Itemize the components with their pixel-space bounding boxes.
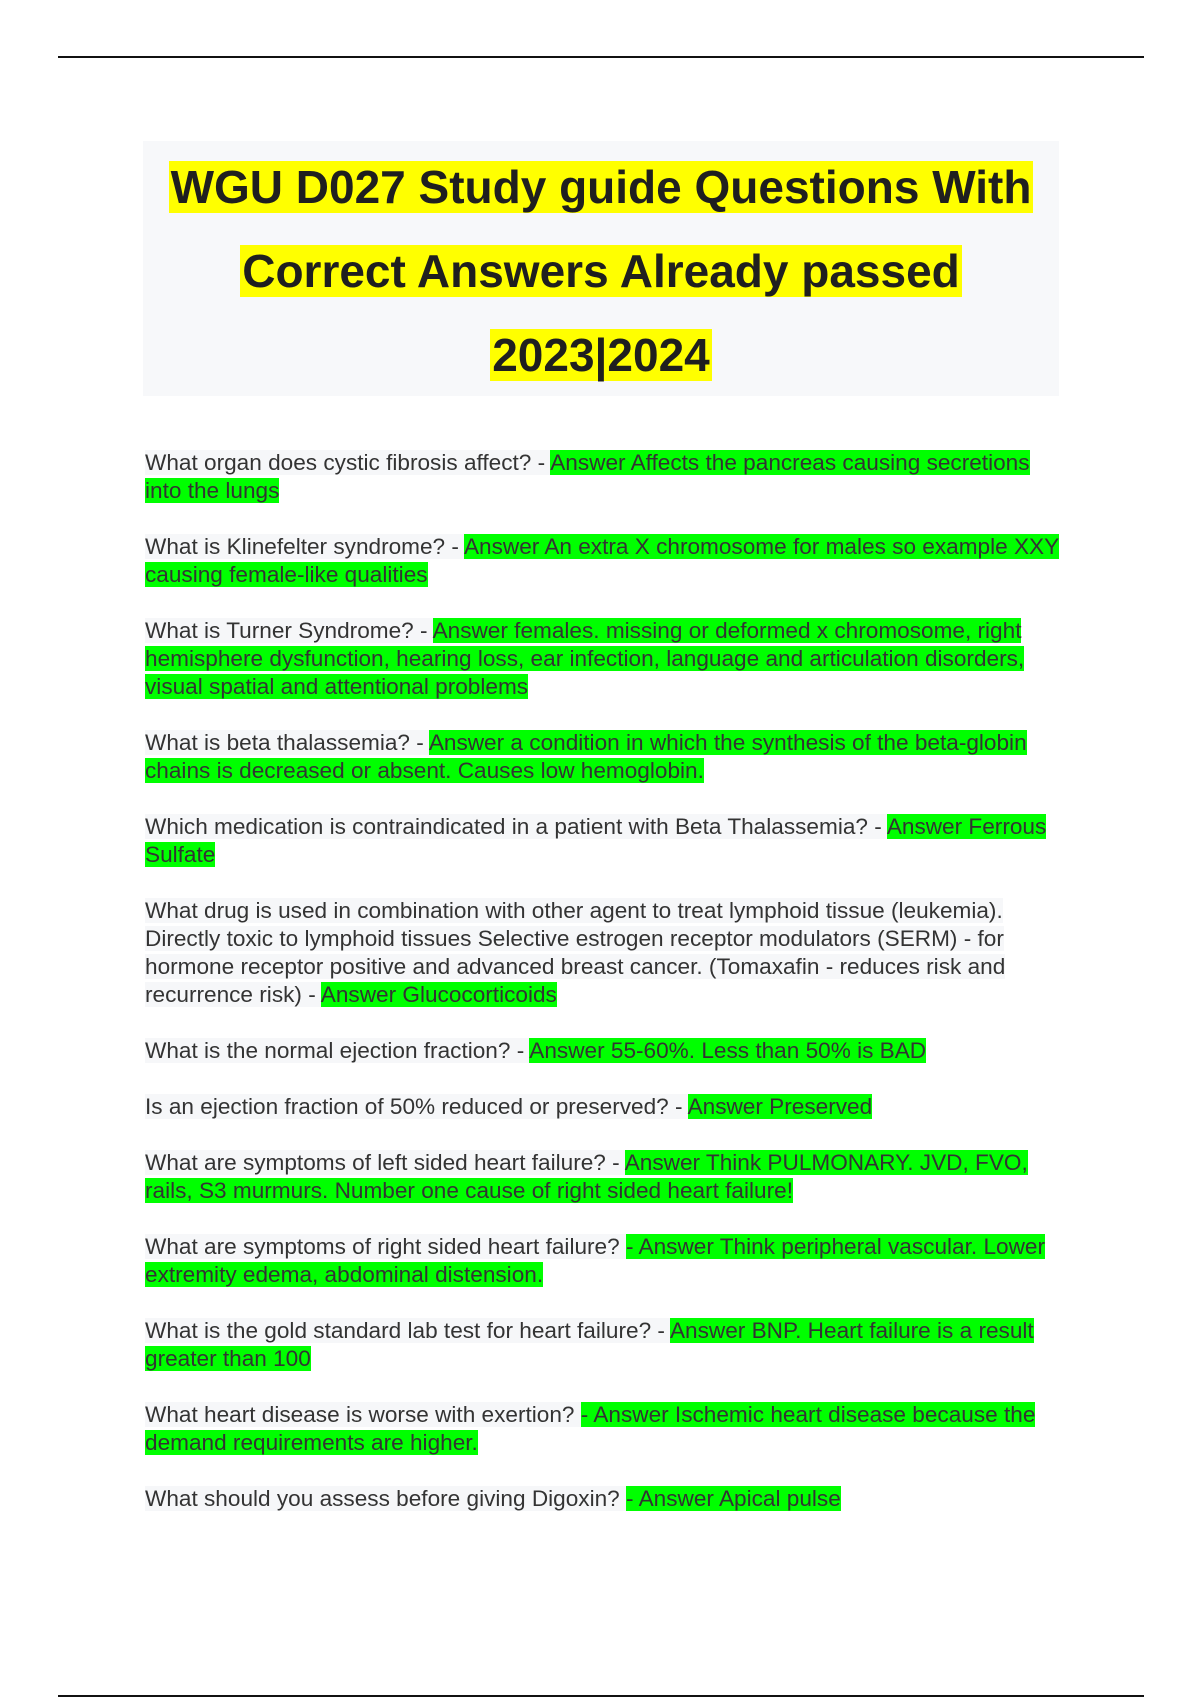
qa-item [145, 813, 1065, 869]
document-title [143, 141, 1059, 397]
answer-text: Answer BNP. Heart failure is a result greater than 100 [145, 1318, 1034, 1371]
question-text: What is beta thalassemia? - [145, 730, 429, 755]
question-text: What is Turner Syndrome? - [145, 618, 433, 643]
answer-text: Answer Think PULMONARY. JVD, FVO, rails, S3 murmurs. Number one cause of right sided heart failure! [145, 1150, 1028, 1203]
qa-item [145, 449, 1065, 505]
question-text: What are symptoms of right sided heart failure? [145, 1234, 626, 1259]
qa-item [145, 1401, 1065, 1457]
answer-text: Answer Ferrous Sulfate [145, 814, 1047, 867]
answer-text: Answer Glucocorticoids [320, 982, 557, 1007]
question-text: What organ does cystic fibrosis affect? - [145, 450, 551, 475]
qa-item [145, 617, 1065, 701]
qa-item [145, 1149, 1065, 1205]
qa-item [145, 533, 1065, 589]
question-text: Which medication is contraindicated in a patient with Beta Thalassemia? - [145, 814, 887, 839]
answer-text: - Answer Ischemic heart disease because the demand requirements are higher. [145, 1402, 1036, 1455]
answer-text: Answer females. missing or deformed x chromosome, right hemisphere dysfunction, hearing loss, ear infection, language and articulation disorders, visual spatial and attentional problems [145, 618, 1025, 699]
qa-item [145, 1093, 1065, 1121]
answer-text: - Answer Apical pulse [626, 1486, 841, 1511]
answer-text: Answer 55-60%. Less than 50% is BAD [529, 1038, 927, 1063]
qa-item [145, 729, 1065, 785]
question-text: What is the gold standard lab test for heart failure? - [145, 1318, 670, 1343]
question-text: What is the normal ejection fraction? - [145, 1038, 530, 1063]
question-text: Is an ejection fraction of 50% reduced or preserved? - [145, 1094, 688, 1119]
title-block [143, 141, 1059, 396]
qa-item [145, 1485, 1065, 1513]
bottom-rule [58, 1695, 1144, 1697]
qa-item [145, 897, 1065, 1009]
answer-text: Answer a condition in which the synthesis of the beta-globin chains is decreased or absent. Causes low hemoglobin. [145, 730, 1027, 783]
question-text: What heart disease is worse with exertion? [145, 1402, 581, 1427]
qa-list [145, 449, 1065, 1541]
qa-item [145, 1037, 1065, 1065]
top-rule [58, 56, 1144, 58]
question-text: What drug is used in combination with other agent to treat lymphoid tissue (leukemia). Directly toxic to lymphoid tissues Selective estrogen receptor modulators (SERM) - for hormone receptor positive and advanced breast cancer. (Tomaxafin - reduces risk and recurrence risk) - [145, 898, 1006, 1007]
qa-item [145, 1317, 1065, 1373]
answer-text: Answer An extra X chromosome for males so example XXY causing female-like qualities [145, 534, 1060, 587]
qa-item [145, 1233, 1065, 1289]
title-line-3: 2023|2024 [492, 329, 710, 381]
title-line-1: WGU D027 Study guide Questions With [170, 161, 1032, 213]
answer-text: Answer Preserved [687, 1094, 873, 1119]
question-text: What should you assess before giving Digoxin? [145, 1486, 627, 1511]
question-text: What is Klinefelter syndrome? - [145, 534, 464, 559]
answer-text: Answer Affects the pancreas causing secretions into the lungs [145, 450, 1030, 503]
title-line-2: Correct Answers Already passed [242, 245, 960, 297]
answer-text: - Answer Think peripheral vascular. Lower extremity edema, abdominal distension. [145, 1234, 1045, 1287]
question-text: What are symptoms of left sided heart failure? - [145, 1150, 625, 1175]
